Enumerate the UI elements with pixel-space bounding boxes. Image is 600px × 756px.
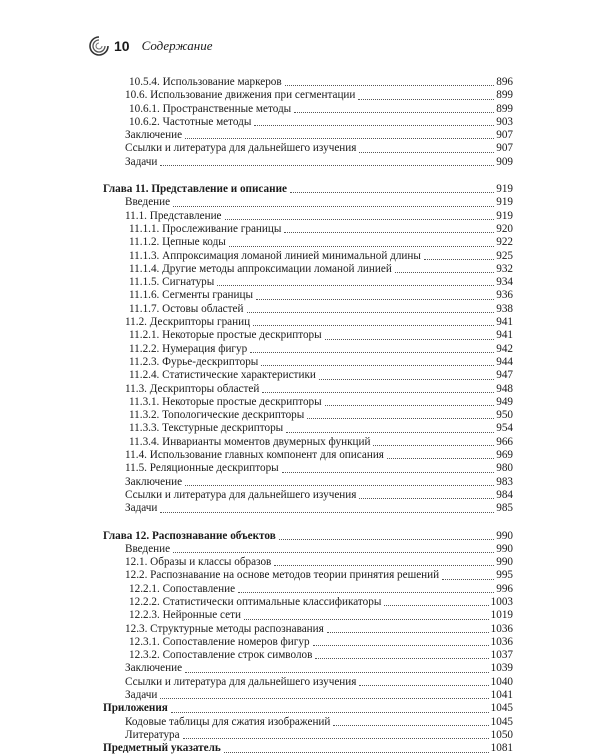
toc-entry [103, 356, 513, 369]
toc-entry-page: 1003 [490, 595, 513, 608]
dot-leader [290, 192, 494, 193]
dot-leader [185, 672, 489, 673]
dot-leader [442, 579, 494, 580]
toc-entry-title: 11.1.4. Другие методы аппроксимации ломаной линией [129, 262, 392, 275]
toc-entry-page: 949 [496, 395, 513, 408]
toc-entry [103, 236, 513, 249]
toc-entry-page: 995 [496, 569, 513, 582]
toc-entry-page: 1041 [490, 689, 513, 702]
toc-entry-page: 1081 [490, 742, 513, 755]
toc-entry-title: Задачи [125, 155, 158, 168]
toc-entry-page: 919 [496, 196, 513, 209]
toc-entry [103, 702, 513, 715]
toc-entry [103, 142, 513, 155]
dot-leader [384, 605, 488, 606]
toc-entry-title: 11.1.7. Остовы областей [129, 302, 244, 315]
toc-entry [103, 369, 513, 382]
toc-entry-title: Предметный указатель [103, 742, 221, 755]
dot-leader [247, 312, 495, 313]
toc-entry [103, 129, 513, 142]
toc-entry-title: 11.2.2. Нумерация фигур [129, 342, 248, 355]
toc-entry [103, 409, 513, 422]
toc-entry-title: 11.5. Реляционные дескрипторы [125, 462, 279, 475]
toc-entry-title: 11.1.6. Сегменты границы [129, 289, 254, 302]
dot-leader [160, 698, 488, 699]
toc-entry-page: 919 [496, 183, 513, 196]
dot-leader [359, 498, 494, 499]
dot-leader [217, 285, 494, 286]
dot-leader [279, 539, 494, 540]
toc-entry [103, 289, 513, 302]
toc-entry-page: 938 [496, 302, 513, 315]
toc-entry [103, 676, 513, 689]
toc-entry-page: 984 [496, 488, 513, 501]
toc-entry [103, 250, 513, 263]
toc-entry-title: Литература [125, 728, 180, 741]
dot-leader [225, 219, 495, 220]
dot-leader [315, 658, 488, 659]
toc-section-chapter-12 [103, 530, 513, 703]
toc-entry-page: 990 [496, 542, 513, 555]
toc-entry-title: 12.2.3. Нейронные сети [129, 609, 241, 622]
toc-entry [103, 462, 513, 475]
toc-entry-title: 10.6. Использование движения при сегментации [125, 89, 356, 102]
dot-leader [284, 232, 494, 233]
toc-entry-title: Ссылки и литература для дальнейшего изучения [125, 675, 357, 688]
toc-entry-page: 899 [496, 89, 513, 102]
toc-entry-title: Ссылки и литература для дальнейшего изучения [125, 142, 357, 155]
toc-entry-page: 980 [496, 462, 513, 475]
dot-leader [313, 645, 489, 646]
toc-entry [103, 596, 513, 609]
toc-entry [103, 329, 513, 342]
toc-entry-page: 1019 [490, 609, 513, 622]
toc-entry-title: Задачи [125, 502, 158, 515]
toc-entry [103, 543, 513, 556]
toc-entry-page: 1050 [490, 728, 513, 741]
toc-entry [103, 303, 513, 316]
dot-leader [285, 85, 495, 86]
toc-entry-title: Заключение [125, 662, 183, 675]
toc-entry-title: Задачи [125, 689, 158, 702]
toc-entry-title: Приложения [103, 702, 168, 715]
toc-entry-page: 899 [496, 102, 513, 115]
toc-entry-title: Заключение [125, 475, 183, 488]
toc-entry-title: 10.6.1. Пространственные методы [129, 102, 292, 115]
toc-entry [103, 530, 513, 543]
toc-entry [103, 636, 513, 649]
toc-entry-title: 12.2.2. Статистически оптимальные классификаторы [129, 595, 382, 608]
toc-entry-title: 11.3.2. Топологические дескрипторы [129, 409, 305, 422]
toc-entry [103, 729, 513, 742]
toc-entry-title: 12.2. Распознавание на основе методов теории принятия решений [125, 569, 440, 582]
toc-entry [103, 583, 513, 596]
page-number: 10 [114, 38, 130, 54]
toc-entry [103, 343, 513, 356]
toc-entry-page: 996 [496, 582, 513, 595]
dot-leader [395, 272, 494, 273]
toc-entry [103, 196, 513, 209]
dot-leader [173, 552, 494, 553]
dot-leader [160, 512, 494, 513]
dot-leader [262, 392, 494, 393]
toc-entry [103, 89, 513, 102]
toc-entry-page: 950 [496, 409, 513, 422]
toc-entry-page: 990 [496, 529, 513, 542]
toc-entry [103, 210, 513, 223]
toc-entry-page: 1037 [490, 649, 513, 662]
toc-entry-page: 936 [496, 289, 513, 302]
toc-entry-title: 11.1.1. Прослеживание границы [129, 222, 282, 235]
dot-leader [307, 418, 494, 419]
toc-entry-title: 12.2.1. Сопоставление [129, 582, 236, 595]
dot-leader [319, 379, 494, 380]
toc-entry-title: Заключение [125, 129, 183, 142]
toc-entry [103, 649, 513, 662]
toc-entry-title: 11.2. Дескрипторы границ [125, 316, 251, 329]
dot-leader [224, 752, 489, 753]
toc-section-continuation [103, 76, 513, 169]
toc-entry-page: 1036 [490, 622, 513, 635]
toc-entry-title: 11.2.1. Некоторые простые дескрипторы [129, 329, 322, 342]
toc-entry-page: 1039 [490, 662, 513, 675]
toc-entry-page: 941 [496, 329, 513, 342]
toc-entry-title: 11.3.3. Текстурные дескрипторы [129, 422, 284, 435]
dot-leader [160, 165, 494, 166]
dot-leader [185, 485, 494, 486]
dot-leader [424, 259, 494, 260]
toc-entry-title: 11.3. Дескрипторы областей [125, 382, 260, 395]
dot-leader [387, 458, 494, 459]
toc-entry [103, 556, 513, 569]
toc-entry-page: 934 [496, 276, 513, 289]
toc-entry [103, 103, 513, 116]
toc-entry-page: 922 [496, 236, 513, 249]
dot-leader [373, 445, 494, 446]
toc-entry-page: 983 [496, 475, 513, 488]
toc-entry [103, 396, 513, 409]
toc-entry [103, 116, 513, 129]
toc-entry [103, 76, 513, 89]
toc-entry-title: Введение [125, 542, 171, 555]
toc-entry-page: 966 [496, 435, 513, 448]
toc-entry-title: 11.1.3. Аппроксимация ломаной линией минимальной длины [129, 249, 421, 262]
toc-entry-title: 11.1.5. Сигнатуры [129, 276, 215, 289]
toc-entry [103, 502, 513, 515]
spiral-logo-icon [88, 35, 110, 57]
toc-entry-title: 11.1. Представление [125, 209, 222, 222]
toc-entry-page: 942 [496, 342, 513, 355]
table-of-contents [103, 76, 513, 756]
toc-entry [103, 609, 513, 622]
toc-entry [103, 716, 513, 729]
toc-section-appendices [103, 702, 513, 755]
toc-entry-page: 1040 [490, 675, 513, 688]
dot-leader [253, 325, 494, 326]
dot-leader [244, 619, 489, 620]
toc-entry [103, 689, 513, 702]
toc-entry-page: 990 [496, 556, 513, 569]
toc-entry-title: 12.3.2. Сопоставление строк символов [129, 649, 313, 662]
toc-entry [103, 223, 513, 236]
toc-entry-page: 920 [496, 222, 513, 235]
toc-entry-title: 10.6.2. Частотные методы [129, 115, 252, 128]
toc-entry [103, 742, 513, 755]
page-header [88, 34, 213, 58]
dot-leader [325, 405, 495, 406]
toc-entry-page: 1036 [490, 635, 513, 648]
toc-entry [103, 276, 513, 289]
toc-entry-title: 11.3.4. Инварианты моментов двумерных функций [129, 435, 371, 448]
dot-leader [261, 365, 494, 366]
toc-entry-page: 925 [496, 249, 513, 262]
dot-leader [282, 472, 495, 473]
dot-leader [359, 152, 494, 153]
dot-leader [294, 112, 494, 113]
toc-entry-title: Глава 11. Представление и описание [103, 183, 287, 196]
toc-entry-page: 932 [496, 262, 513, 275]
toc-entry-title: Глава 12. Распознавание объектов [103, 529, 276, 542]
toc-section-chapter-11 [103, 183, 513, 515]
toc-entry [103, 489, 513, 502]
dot-leader [359, 685, 488, 686]
running-title: Содержание [141, 38, 213, 53]
dot-leader [256, 299, 494, 300]
toc-entry [103, 383, 513, 396]
toc-entry-page: 903 [496, 115, 513, 128]
toc-entry [103, 623, 513, 636]
toc-entry-title: 10.5.4. Использование маркеров [129, 76, 282, 88]
toc-entry-title: 11.2.3. Фурье-дескрипторы [129, 355, 259, 368]
toc-entry-page: 969 [496, 449, 513, 462]
toc-entry-page: 948 [496, 382, 513, 395]
toc-entry-page: 944 [496, 355, 513, 368]
dot-leader [229, 246, 494, 247]
toc-entry-page: 909 [496, 155, 513, 168]
toc-entry-page: 907 [496, 129, 513, 142]
dot-leader [254, 125, 494, 126]
dot-leader [171, 712, 489, 713]
dot-leader [173, 206, 494, 207]
toc-entry [103, 316, 513, 329]
dot-leader [274, 565, 494, 566]
toc-entry-title: Кодовые таблицы для сжатия изображений [125, 715, 331, 728]
toc-entry [103, 569, 513, 582]
toc-entry-title: 12.3. Структурные методы распознавания [125, 622, 324, 635]
toc-entry-title: 12.3.1. Сопоставление номеров фигур [129, 635, 310, 648]
toc-entry [103, 263, 513, 276]
dot-leader [325, 339, 495, 340]
toc-entry-page: 985 [496, 502, 513, 515]
toc-entry [103, 183, 513, 196]
toc-entry-page: 896 [496, 76, 513, 88]
dot-leader [333, 725, 488, 726]
toc-entry [103, 436, 513, 449]
toc-entry-title: 11.2.4. Статистические характеристики [129, 369, 316, 382]
toc-entry-page: 1045 [490, 715, 513, 728]
toc-entry-title: 11.4. Использование главных компонент для описания [125, 449, 384, 462]
dot-leader [286, 432, 494, 433]
toc-entry-page: 954 [496, 422, 513, 435]
toc-entry [103, 662, 513, 675]
toc-entry-page: 941 [496, 316, 513, 329]
dot-leader [358, 99, 494, 100]
toc-entry [103, 449, 513, 462]
toc-entry-page: 1045 [490, 702, 513, 715]
toc-entry-page: 919 [496, 209, 513, 222]
dot-leader [250, 352, 494, 353]
toc-entry-title: 11.1.2. Цепные коды [129, 236, 226, 249]
toc-entry [103, 422, 513, 435]
dot-leader [238, 592, 494, 593]
toc-entry-title: 11.3.1. Некоторые простые дескрипторы [129, 395, 322, 408]
toc-entry [103, 156, 513, 169]
toc-entry-title: Введение [125, 196, 171, 209]
dot-leader [185, 138, 494, 139]
dot-leader [327, 632, 489, 633]
toc-entry-title: 12.1. Образы и классы образов [125, 556, 272, 569]
toc-entry-page: 947 [496, 369, 513, 382]
toc-entry [103, 476, 513, 489]
toc-entry-page: 907 [496, 142, 513, 155]
toc-entry-title: Ссылки и литература для дальнейшего изучения [125, 488, 357, 501]
dot-leader [183, 738, 489, 739]
